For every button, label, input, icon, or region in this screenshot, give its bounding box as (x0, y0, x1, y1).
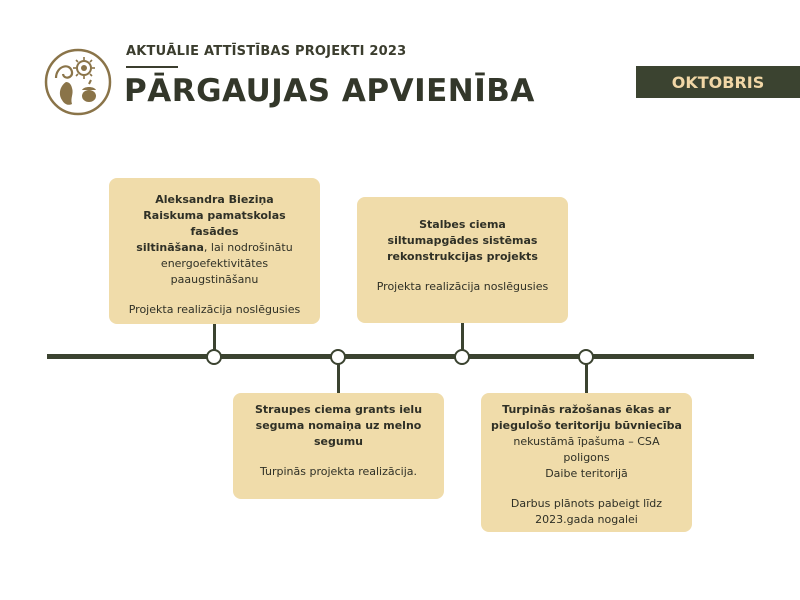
project-status: Turpinās projekta realizācija. (259, 465, 418, 478)
project-name-line: segumu (313, 435, 363, 448)
project-card-2 (233, 393, 444, 499)
flower-icon (73, 57, 95, 79)
project-name-line: seguma nomaiņa uz melno (255, 419, 422, 432)
project-description: paaugstināšanu (170, 273, 259, 286)
project-name-line: siltumapgādes sistēmas (387, 234, 538, 247)
title-divider (126, 66, 178, 68)
project-name-line: Raiskuma pamatskolas fasādes (143, 209, 286, 238)
swirl-icon (56, 66, 72, 78)
page-subtitle: AKTUĀLIE ATTĪSTĪBAS PROJEKTI 2023 (126, 44, 407, 59)
project-card-3 (357, 197, 568, 323)
project-card-4 (481, 393, 692, 532)
project-card-1 (109, 178, 320, 324)
month-badge: OKTOBRIS (636, 66, 800, 98)
timeline-node-3 (454, 349, 470, 365)
timeline-node-2 (330, 349, 346, 365)
organization-logo (44, 48, 112, 116)
acorn-icon (82, 80, 96, 102)
timeline-line (47, 354, 754, 359)
timeline-node-4 (578, 349, 594, 365)
project-name-line: Stalbes ciema (419, 218, 506, 231)
project-status: 2023.gada nogalei (535, 513, 638, 526)
project-status: Darbus plānots pabeigt līdz (510, 497, 663, 510)
project-name-line: Straupes ciema grants ielu (254, 403, 423, 416)
project-name-line: piegulošo teritoriju būvniecība (491, 419, 682, 432)
project-status: Projekta realizācija noslēgusies (128, 303, 301, 316)
project-description: energoefektivitātes (160, 257, 269, 270)
project-name-line: siltināšana (136, 241, 204, 254)
project-description: Daibe teritorijā (545, 467, 628, 480)
project-name-line: rekonstrukcijas projekts (387, 250, 538, 263)
project-status: Projekta realizācija noslēgusies (376, 280, 549, 293)
timeline-node-1 (206, 349, 222, 365)
project-description: , lai nodrošinātu (203, 241, 293, 254)
project-name-line: Turpinās ražošanas ēkas ar (502, 403, 671, 416)
page-title: PĀRGAUJAS APVIENĪBA (124, 73, 535, 109)
oak-leaf-icon (60, 82, 73, 105)
project-name-line: Aleksandra Bieziņa (155, 193, 274, 206)
project-description: nekustāmā īpašuma – CSA poligons (513, 435, 660, 464)
